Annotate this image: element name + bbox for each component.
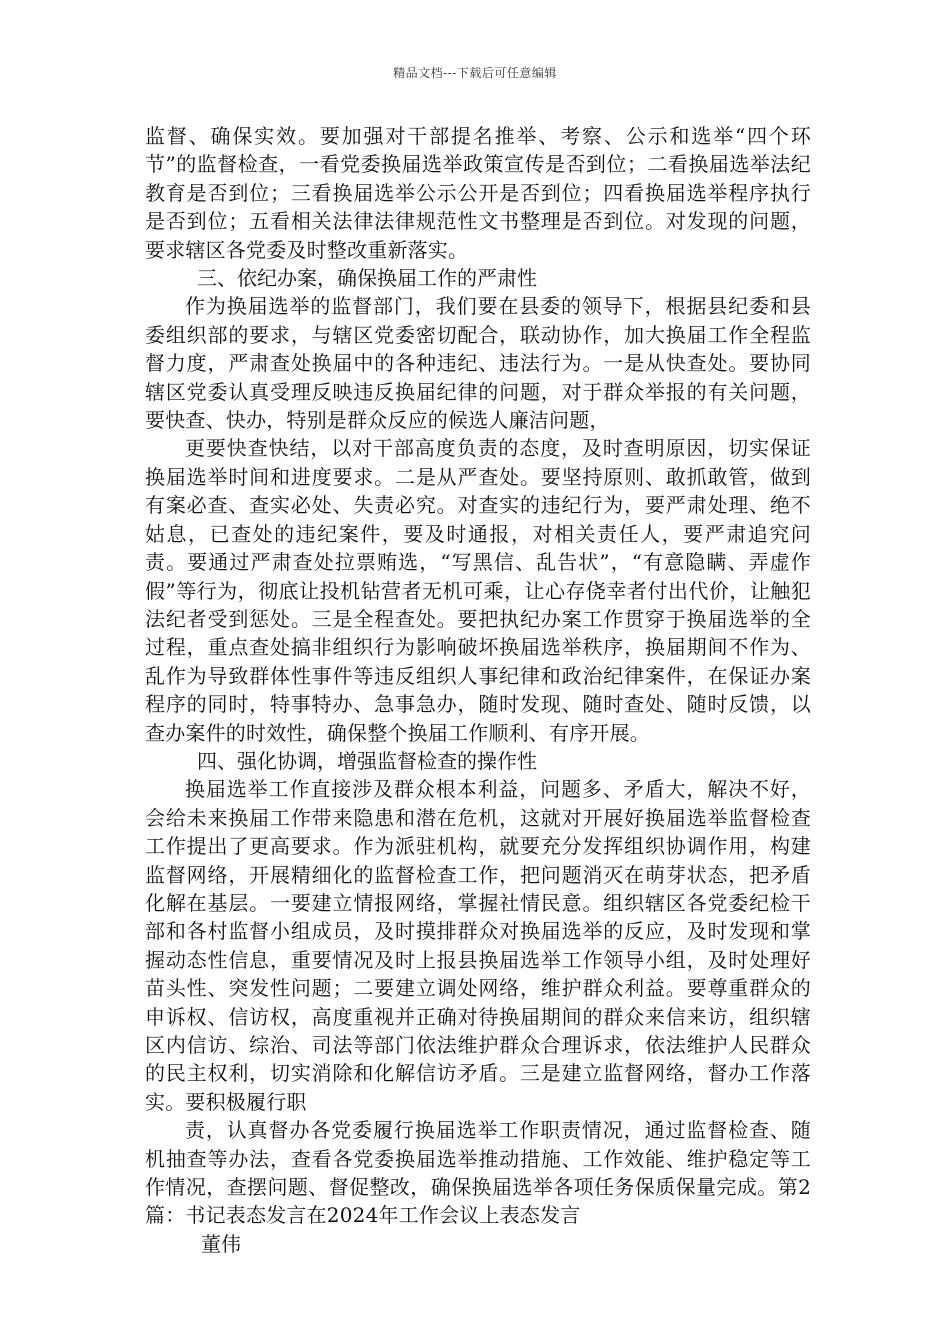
paragraph-1: 监督、确保实效。要加强对干部提名推举、考察、公示和选举“四个环节”的监督检查，一看党委换届选举政策宣传是否到位；二看换届选举法纪教育是否到位；三看换届选举公示公开是否到位；四看换届选举程序执行是否到位；五看相关法律法律规范性文书整理是否到位。对发现的问题，要求辖区各党委及时整改重新落实。: [145, 124, 811, 262]
paragraph-2: 作为换届选举的监督部门，我们要在县委的领导下，根据县纪委和县委组织部的要求，与辖区党委密切配合，联动协作，加大换届工作全程监督力度，严肃查处换届中的各种违纪、违法行为。一是从快查处。要协同辖区党委认真受理反映违反换届纪律的问题，对于群众举报的有关问题，要快查、快办，特别是群众反应的候选人廉洁问题，: [145, 294, 811, 433]
page-header: 精品文档---下载后可任意编辑: [393, 66, 557, 80]
document-body: [145, 122, 811, 1258]
paragraph-3: 更要快查快结，以对干部高度负责的态度，及时查明原因，切实保证换届选举时间和进度要求。二是从严查处。要坚持原则、敢抓敢管，做到有案必查、查实必处、失责必究。对查实的违纪行为，要严肃处理、绝不姑息，已查处的违纪案件，要及时通报，对相关责任人，要严肃追究问责。要通过严肃查处拉票贿选，“写黑信、乱告状”，“有意隐瞒、弄虚作假”等行为，彻底让投机钻营者无机可乘，让心存侥幸者付出代价，让触犯法纪者受到惩处。三是全程查处。要把执纪办案工作贯穿于换届选举的全过程，重点查处搞非组织行为影响破坏换届选举秩序，换届期间不作为、乱作为导致群体性事件等违反组织人事纪律和政治纪律案件，在保证办案程序的同时，特事特办、急事急办，随时发现、随时查处、随时反馈，以查办案件的时效性，确保整个换届工作顺利、有序开展。: [145, 436, 811, 745]
paragraph-4: 换届选举工作直接涉及群众根本利益，问题多、矛盾大，解决不好，会给未来换届工作带来隐患和潜在危机，这就对开展好换届选举监督检查工作提出了更高要求。作为派驻机构，就要充分发挥组织协调作用，构建监督网络，开展精细化的监督检查工作，把问题消灭在萌芽状态，把矛盾化解在基层。一要建立情报网络，掌握社情民意。组织辖区各党委纪检干部和各村监督小组成员，及时摸排群众对换届选举的反应，及时发现和掌握动态性信息，重要情况及时上报县换届选举工作领导小组，及时处理好苗头性、突发性问题；二要建立调处网络，维护群众利益。要尊重群众的申诉权、信访权，高度重视并正确对待换届期间的群众来信来访，组织辖区内信访、综治、司法等部门依法维护群众合理诉求，依法维护人民群众的民主权利，切实消除和化解信访矛盾。三是建立监督网络，督办工作落实。要积极履行职: [145, 777, 811, 1114]
section-heading-3: 三、依纪办案，确保换届工作的严肃性: [197, 266, 537, 291]
signature-name: 董伟: [201, 1231, 241, 1256]
paragraph-5: 责，认真督办各党委履行换届选举工作职责情况，通过监督检查、随机抽查等办法，查看各党委换届选举推动措施、工作效能、维护稳定等工作情况，查摆问题、督促整改，确保换届选举各项任务保质保量完成。第2篇：书记表态发言在2024年工作会议上表态发言: [145, 1118, 811, 1228]
section-heading-4: 四、强化协调，增强监督检查的操作性: [197, 748, 537, 773]
